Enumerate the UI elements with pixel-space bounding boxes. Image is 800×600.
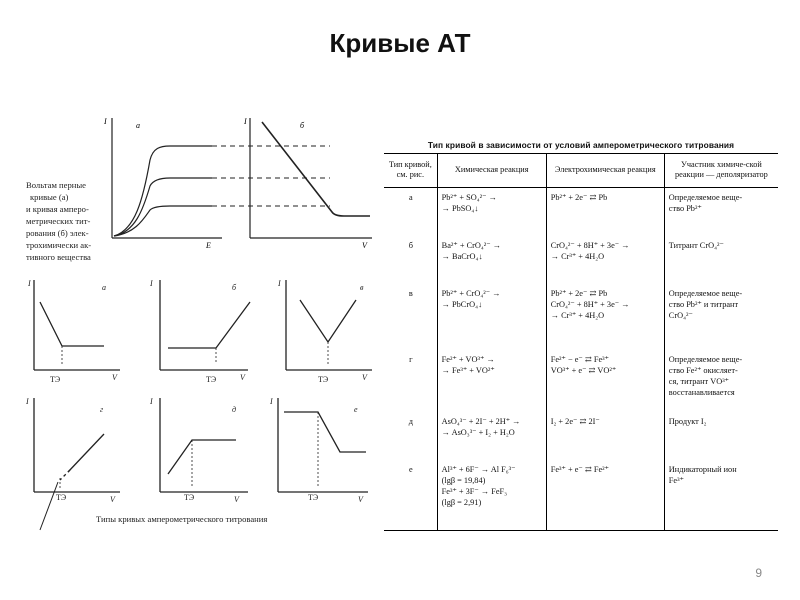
axis-label-i: I — [150, 397, 153, 406]
cell-chem — [437, 460, 546, 531]
cell-line: I₂ + 2e⁻ ⇄ 2I⁻ — [550, 416, 600, 426]
axis-label-i: I — [278, 279, 281, 288]
cell-electro — [546, 460, 664, 531]
cell-line: Определяемое веще- — [668, 288, 743, 298]
cell-line: CrO₄²⁻ + 8H⁺ + 3e⁻ → — [550, 240, 630, 250]
table-row — [384, 187, 778, 236]
cell-chem — [437, 350, 546, 412]
cell-line: Титрант CrO₄²⁻ — [668, 240, 724, 250]
cell-line: Fe³⁺ + e⁻ ⇄ Fe²⁺ — [550, 464, 610, 474]
cell-electro — [546, 236, 664, 284]
top-caption-line: рования (б) элек- — [26, 228, 89, 238]
cell-electro — [546, 350, 664, 412]
cell-line: ся, титрант VO³⁺ — [668, 377, 730, 387]
cell-line: AsO₄³⁻ + 2I⁻ + 2H⁺ → — [441, 416, 521, 426]
axis-label-v: V — [358, 495, 363, 504]
cell-line: Al³⁺ + 6F⁻ → Al F₆³⁻ — [441, 464, 516, 474]
cell-line: Продукт I₂ — [668, 416, 707, 426]
top-caption-line: трохимически ак- — [26, 240, 92, 250]
top-figure-caption — [26, 180, 91, 262]
cell-line: → AsO₃³⁻ + I₂ + H₂O — [441, 427, 515, 437]
table-row — [384, 236, 778, 284]
table-row — [384, 412, 778, 460]
axis-label-e: E — [206, 241, 211, 250]
cell-chem — [437, 284, 546, 350]
cell-line: восстанавливается — [668, 388, 735, 398]
cell-line: Fe²⁺ + VO³⁺ → — [441, 354, 495, 364]
cell-line: → Cr³⁺ + 4H₂O — [550, 311, 605, 321]
voltammogram-curve — [114, 206, 212, 236]
table-row — [384, 284, 778, 350]
cell-line: Индикаторный ион — [668, 464, 737, 474]
cell-line: Pb²⁺ + 2e⁻ ⇄ Pb — [550, 192, 608, 202]
cell-line: Определяемое веще- — [668, 192, 743, 202]
cell-chem — [437, 412, 546, 460]
cell-line: VO³⁺ + e⁻ ⇄ VO²⁺ — [550, 365, 617, 375]
cell-line: Pb²⁺ + 2e⁻ ⇄ Pb — [550, 288, 608, 298]
voltammogram-curve — [114, 178, 212, 236]
header-chemical-reaction: Химическая реакция — [437, 154, 546, 188]
panel-label-g: г — [100, 405, 104, 414]
slide-title: Кривые АТ — [329, 28, 471, 58]
cell-chem — [437, 236, 546, 284]
cell-type: е — [408, 464, 413, 474]
cell-line: Ba²⁺ + CrO₄²⁻ → — [441, 240, 502, 250]
cell-participant — [664, 284, 778, 350]
axis-label-i: I — [270, 397, 273, 406]
top-caption-line: Вольтам перные — [26, 180, 86, 190]
cell-participant — [664, 460, 778, 531]
cell-line: Определяемое веще- — [668, 354, 743, 364]
titration-curve-types-figure — [0, 262, 384, 532]
cell-line: (lgβ = 2,91) — [441, 498, 482, 508]
panel-label-v: в — [360, 283, 364, 292]
cell-type: а — [408, 192, 413, 202]
cell-line: Pb²⁺ + CrO₄²⁻ → — [441, 288, 501, 298]
page-number: 9 — [755, 566, 762, 580]
cell-line: → PbSO₄↓ — [441, 203, 479, 213]
te-label: ТЭ — [308, 493, 319, 502]
curve-a — [40, 302, 104, 346]
cell-line: Pb²⁺ + SO₄²⁻ → — [441, 192, 497, 202]
titration-table-grid — [384, 153, 778, 531]
cell-electro — [546, 187, 664, 236]
panel-label-b: б — [232, 283, 237, 292]
curve-e — [284, 412, 366, 452]
cell-line: → BaCrO₄↓ — [441, 251, 483, 261]
cell-chem — [437, 187, 546, 236]
te-label: ТЭ — [206, 375, 217, 384]
table-row — [384, 350, 778, 412]
cell-participant — [664, 187, 778, 236]
curve-v — [300, 300, 356, 342]
cell-line: Fe³⁺ — [668, 475, 684, 485]
cell-participant — [664, 412, 778, 460]
table-header-row — [384, 154, 778, 188]
cell-line: CrO₄²⁻ + 8H⁺ + 3e⁻ → — [550, 299, 630, 309]
cell-type: д — [408, 416, 413, 426]
curve-panel-v — [286, 280, 372, 370]
table-caption: Тип кривой в зависимости от условий амперометрического титрования — [427, 140, 735, 150]
cell-type: в — [408, 288, 413, 298]
axis-label-v: V — [240, 373, 245, 382]
cell-line: ство Pb²⁺ и титрант — [668, 299, 739, 309]
panel-label-a: а — [102, 283, 106, 292]
cell-type: г — [409, 354, 413, 364]
titration-table — [384, 140, 778, 531]
panel-label-e: е — [354, 405, 358, 414]
te-label: ТЭ — [50, 375, 61, 384]
panel-label-a: а — [136, 121, 140, 130]
bottom-figure-caption: Типы кривых амперометрического титрования — [96, 514, 268, 524]
axis-label-i: I — [28, 279, 31, 288]
cell-line: Fe³⁺ + 3F⁻ → FeF₃ — [441, 487, 508, 497]
cell-participant — [664, 350, 778, 412]
curve-panel-b — [160, 280, 250, 370]
cell-line: ство Fe²⁺ окисляет- — [668, 365, 738, 375]
te-label: ТЭ — [56, 493, 67, 502]
top-caption-line: кривые (а) — [30, 192, 69, 202]
axis-label-v: V — [110, 495, 115, 504]
axis-label-i: I — [244, 117, 247, 126]
panel-a-voltammograms — [112, 118, 330, 238]
axis-label-i: I — [150, 279, 153, 288]
cell-type: б — [408, 240, 413, 250]
cell-line: → Fe³⁺ + VO²⁺ — [441, 365, 495, 375]
te-label: ТЭ — [318, 375, 329, 384]
axis-label-v: V — [234, 495, 239, 504]
cell-electro — [546, 284, 664, 350]
axis-label-v: V — [112, 373, 117, 382]
axis-label-i: I — [104, 117, 107, 126]
top-caption-line: тивного вещества — [26, 252, 91, 262]
cell-line: CrO₄²⁻ — [668, 311, 693, 321]
header-participant: Участник химиче-ской реакции — деполяризатор — [664, 154, 778, 188]
panel-label-b: б — [300, 121, 305, 130]
top-caption-line: и кривая ампеpо- — [26, 204, 89, 214]
axis-label-v: V — [362, 241, 367, 250]
cell-line: → PbCrO₄↓ — [441, 299, 483, 309]
cell-electro — [546, 412, 664, 460]
table-row — [384, 460, 778, 531]
axis-label-i: I — [26, 397, 29, 406]
header-type: Тип кривой, см. рис. — [384, 154, 437, 188]
top-caption-line: метрических тит- — [26, 216, 91, 226]
curve-panel-g — [34, 398, 120, 530]
titration-curve — [262, 122, 370, 216]
cell-line: → Cr³⁺ + 4H₂O — [550, 251, 605, 261]
cell-participant — [664, 236, 778, 284]
curve-g — [68, 434, 104, 472]
curve-b — [168, 302, 250, 348]
cell-line: ство Pb²⁺ — [668, 203, 702, 213]
cell-line: (lgβ = 19,84) — [441, 475, 486, 485]
cell-line: Fe²⁺ − e⁻ ⇄ Fe³⁺ — [550, 354, 610, 364]
header-electrochemical-reaction: Электрохимическая реакция — [546, 154, 664, 188]
panel-label-d: д — [232, 405, 237, 414]
voltammogram-curve — [114, 146, 212, 236]
axis-label-v: V — [362, 373, 367, 382]
curve-panel-a — [34, 280, 120, 370]
curve-d — [168, 440, 236, 474]
te-label: ТЭ — [184, 493, 195, 502]
